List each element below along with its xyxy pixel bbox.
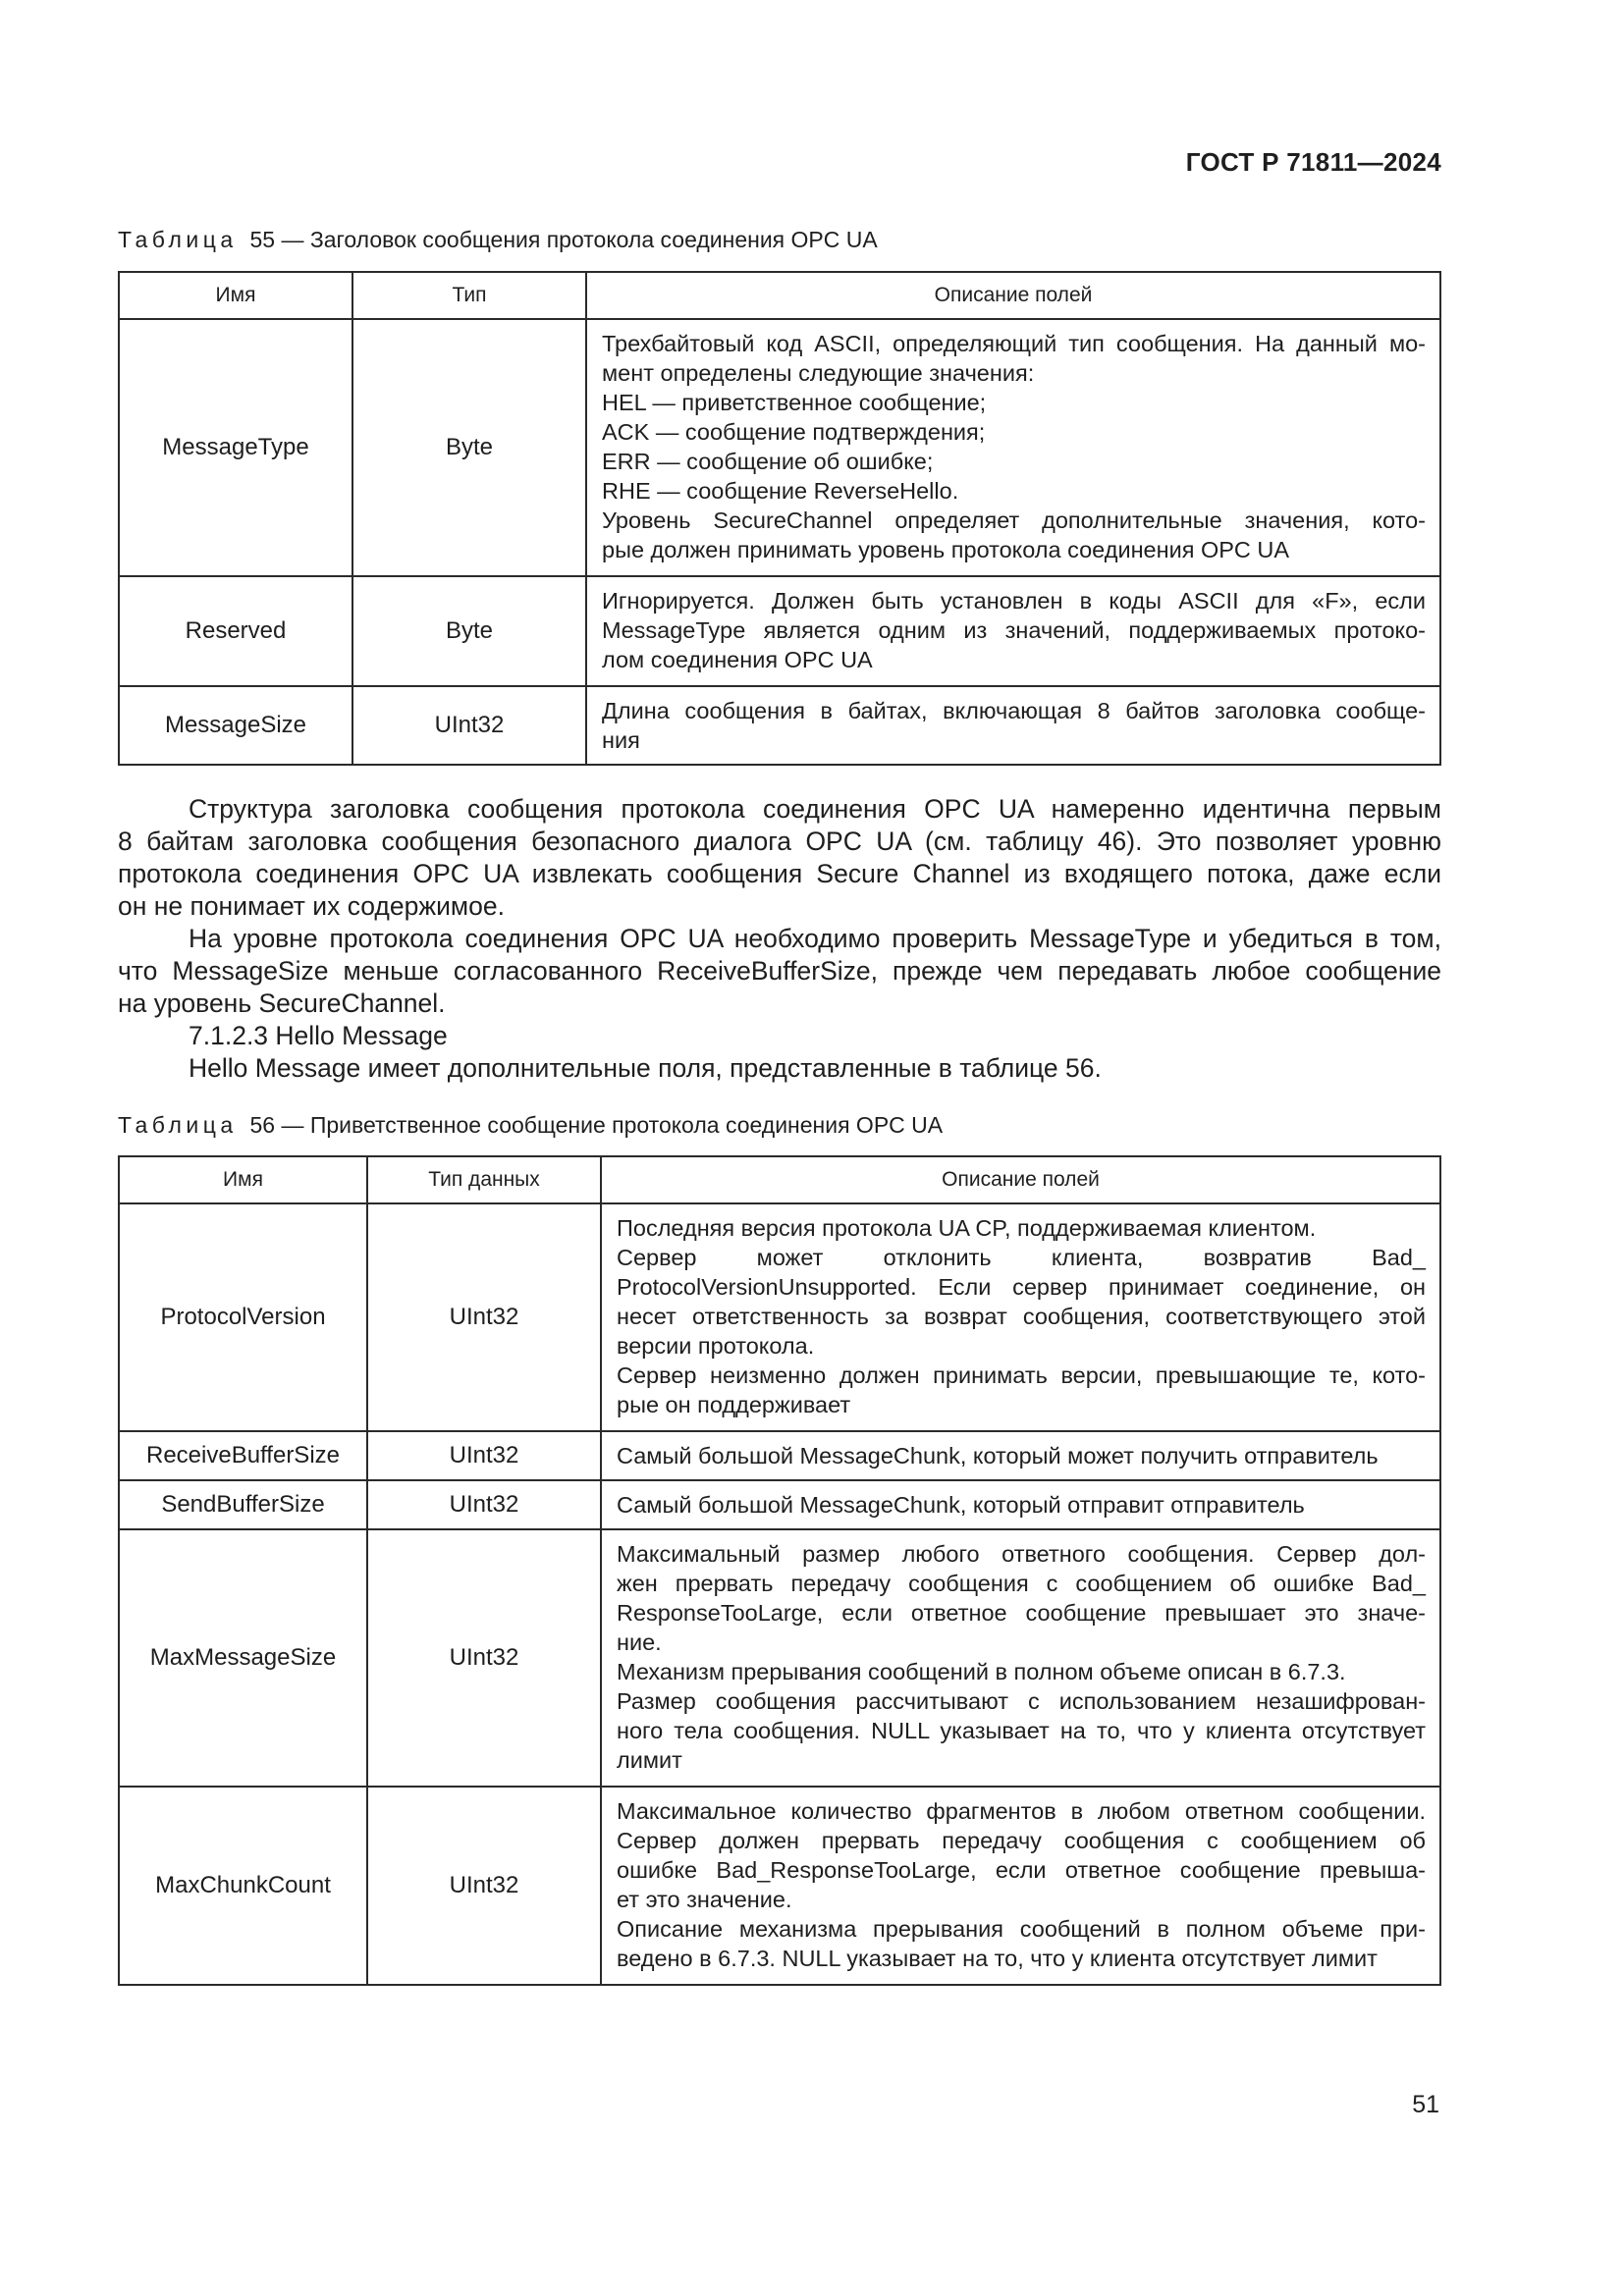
paragraph: Hello Message имеет дополнительные поля, представленные в таблице 56. [189, 1053, 1102, 1083]
field-name: MaxMessageSize [119, 1529, 367, 1787]
field-description: Самый большой MessageChunk, который отправит отправитель [601, 1480, 1440, 1529]
table-55-caption [118, 225, 878, 254]
table-56 [118, 1155, 1441, 1986]
field-description: Трехбайтовый код ASCII, определяющий тип сообщения. На данный мо- мент определены следующие значения: HEL — приветственное сообщение; ACK — сообщение подтверждения; ERR — сообщение об ошибке; RHE — сообщение ReverseHello. Уровень SecureChannel определяет дополнительные значения, кото- рые должен принимать уровень протокола соединения OPC UA [586, 319, 1440, 576]
column-header-name: Имя [119, 1156, 367, 1203]
field-description: Длина сообщения в байтах, включающая 8 байтов заголовка сообще- ния [586, 686, 1440, 765]
table-caption-title: 56 — Приветственное сообщение протокола соединения OPC UA [249, 1112, 944, 1138]
table-row [119, 576, 1440, 686]
paragraph: Структура заголовка сообщения протокола соединения OPC UA намеренно идентична первым 8 байтам заголовка сообщения безопасного диалога OPC UA (см. таблицу 46). Это позволяет уровню протокола соединения OPC UA извлекать сообщения Secure Channel из входящего потока, даже если он не понимает их содержимое. [118, 794, 1441, 921]
column-header-name: Имя [119, 272, 352, 319]
table-caption-word: Таблица [118, 227, 238, 252]
column-header-description: Описание полей [586, 272, 1440, 319]
table-header-row [119, 1156, 1440, 1203]
field-type: UInt32 [367, 1480, 601, 1529]
table-row [119, 319, 1440, 576]
table-row [119, 1529, 1440, 1787]
body-text [118, 793, 1441, 1085]
table-row [119, 1203, 1440, 1431]
field-name: MessageType [119, 319, 352, 576]
column-header-description: Описание полей [601, 1156, 1440, 1203]
field-type: Byte [352, 319, 586, 576]
field-description: Последняя версия протокола UA CP, поддерживаемая клиентом. Сервер может отклонить клиента, возвратив Bad_ ProtocolVersionUnsupported. Если сервер принимает соединение, он несет ответственность за возврат сообщения, соответствующего этой версии протокола. Сервер неизменно должен принимать версии, превышающие те, кото- рые он поддерживает [601, 1203, 1440, 1431]
field-type: UInt32 [367, 1787, 601, 1985]
table-row [119, 686, 1440, 765]
field-description: Максимальный размер любого ответного сообщения. Сервер дол- жен прервать передачу сообщения с сообщением об ошибке Bad_ ResponseTooLarge, если ответное сообщение превышает это значе- ние. Механизм прерывания сообщений в полном объеме описан в 6.7.3. Размер сообщения рассчитывают с использованием незашифрован- ного тела сообщения. NULL указывает на то, что у клиента отсутствует лимит [601, 1529, 1440, 1787]
table-row [119, 1787, 1440, 1985]
field-name: MessageSize [119, 686, 352, 765]
column-header-type: Тип [352, 272, 586, 319]
field-type: UInt32 [367, 1529, 601, 1787]
table-caption-word: Таблица [118, 1112, 238, 1138]
table-56-caption [118, 1110, 943, 1140]
paragraph: На уровне протокола соединения OPC UA необходимо проверить MessageType и убедиться в том, что MessageSize меньше согласованного ReceiveBufferSize, прежде чем передавать любое сообщение на уровень SecureChannel. [118, 924, 1441, 1018]
field-description: Максимальное количество фрагментов в любом ответном сообщении. Сервер должен прервать передачу сообщения с сообщением об ошибке Bad_ResponseTooLarge, если ответное сообщение превыша- ет это значение. Описание механизма прерывания сообщений в полном объеме при- ведено в 6.7.3. NULL указывает на то, что у клиента отсутствует лимит [601, 1787, 1440, 1985]
field-description: Игнорируется. Должен быть установлен в коды ASCII для «F», если MessageType является одним из значений, поддерживаемых протоко- лом соединения OPC UA [586, 576, 1440, 686]
section-heading: 7.1.2.3 Hello Message [189, 1021, 448, 1050]
field-type: UInt32 [367, 1203, 601, 1431]
table-55 [118, 271, 1441, 766]
table-row [119, 1431, 1440, 1480]
field-name: SendBufferSize [119, 1480, 367, 1529]
field-description: Самый большой MessageChunk, который может получить отправитель [601, 1431, 1440, 1480]
field-type: UInt32 [367, 1431, 601, 1480]
page-number: 51 [1412, 2091, 1439, 2118]
standard-designation: ГОСТ Р 71811—2024 [1185, 147, 1441, 177]
table-caption-title: 55 — Заголовок сообщения протокола соединения OPC UA [249, 227, 878, 252]
field-type: UInt32 [352, 686, 586, 765]
field-name: ReceiveBufferSize [119, 1431, 367, 1480]
field-type: Byte [352, 576, 586, 686]
field-name: MaxChunkCount [119, 1787, 367, 1985]
table-header-row [119, 272, 1440, 319]
field-name: Reserved [119, 576, 352, 686]
table-row [119, 1480, 1440, 1529]
column-header-data-type: Тип данных [367, 1156, 601, 1203]
field-name: ProtocolVersion [119, 1203, 367, 1431]
